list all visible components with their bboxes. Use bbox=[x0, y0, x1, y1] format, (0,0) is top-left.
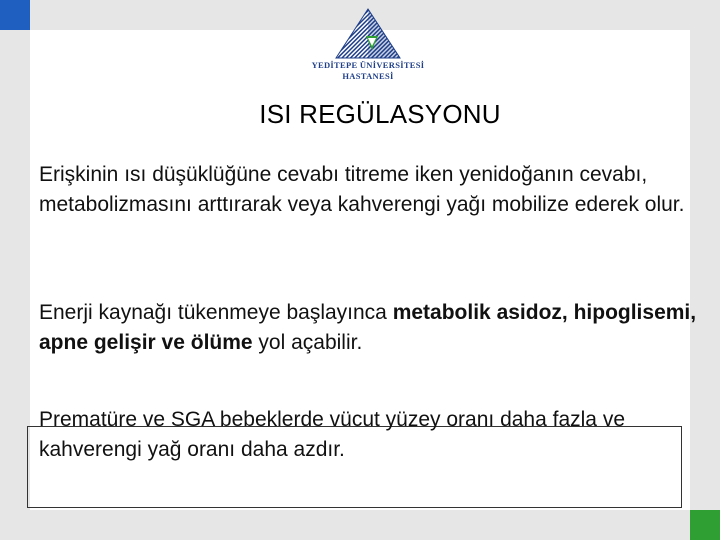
paragraph-2-suffix: yol açabilir. bbox=[252, 331, 363, 354]
slide-title: ISI REGÜLASYONU bbox=[259, 99, 501, 129]
paragraph-2-bold: metabolik asidoz, hipoglisemi, apne gelişir ve ölüme bbox=[39, 301, 697, 354]
paragraph-2 bbox=[39, 298, 719, 358]
paragraph-3: Prematüre ve SGA bebeklerde vücut yüzey oranı daha fazla ve kahverengi yağ oranı daha azdır. bbox=[39, 408, 626, 461]
corner-accent-bottom-right bbox=[690, 510, 720, 540]
logo-text-line1: YEDİTEPE ÜNİVERSİTESİ bbox=[311, 60, 425, 70]
paragraph-2-prefix: Enerji kaynağı tükenmeye başlayınca bbox=[39, 301, 393, 324]
paragraph-1: Erişkinin ısı düşüklüğüne cevabı titreme iken yenidoğanın cevabı, metabolizmasını arttırarak veya kahverengi yağı mobilize ederek olur. bbox=[39, 163, 685, 216]
corner-accent-top-left bbox=[0, 0, 30, 30]
logo-text-line2: HASTANESİ bbox=[342, 71, 394, 81]
